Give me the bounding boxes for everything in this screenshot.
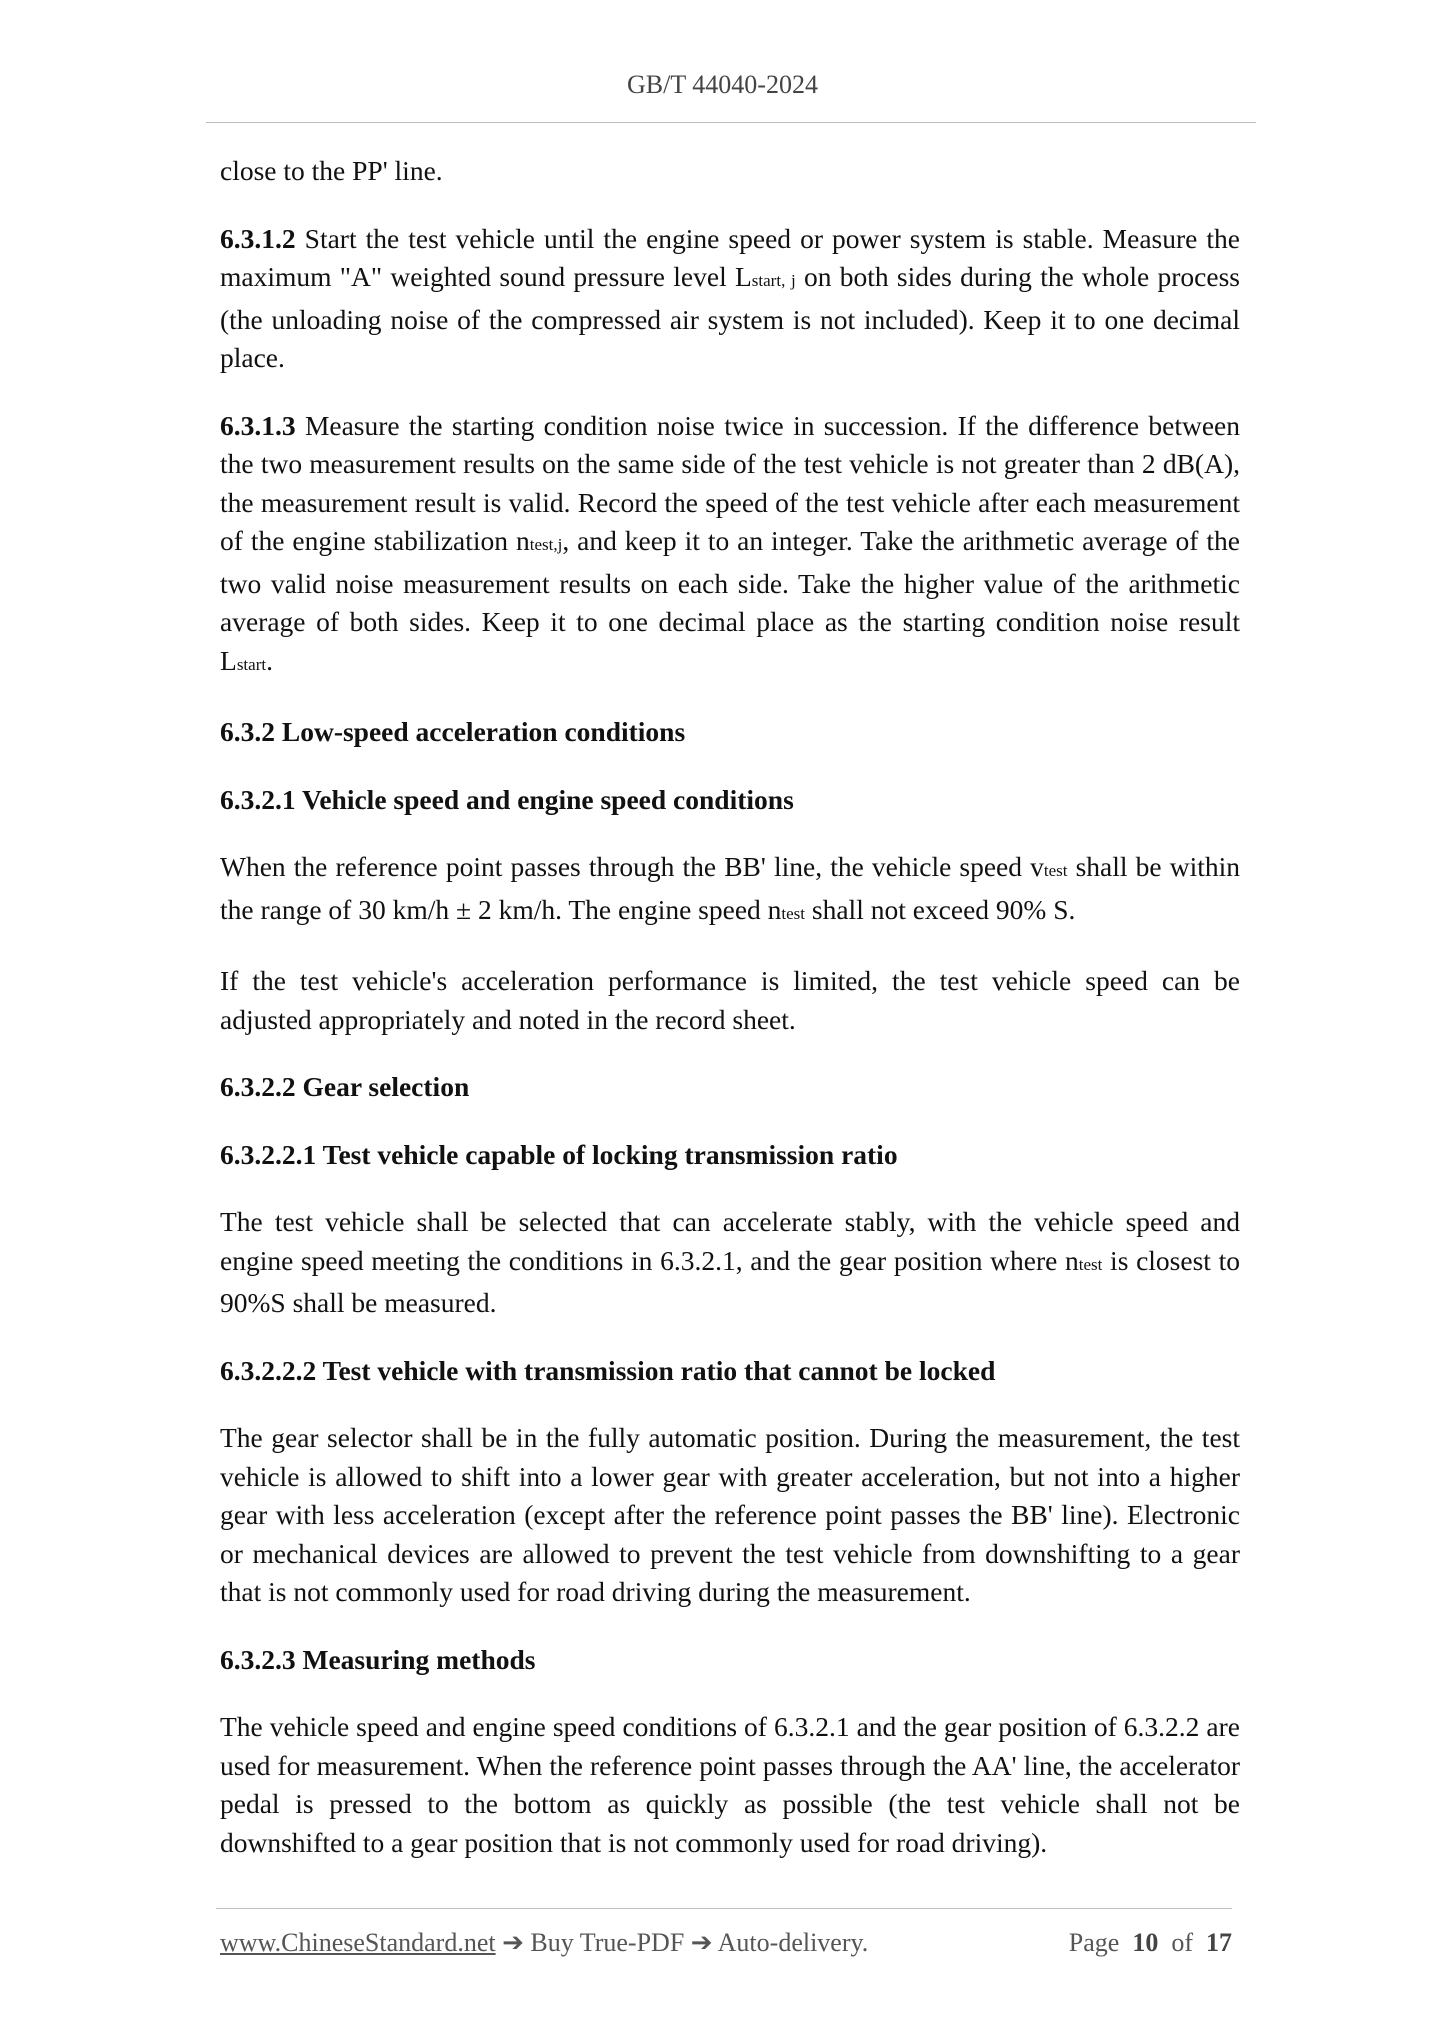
paragraph-gear-lockable	[220, 1203, 1240, 1323]
document-header	[0, 70, 1445, 100]
heading-6-3-2-2: 6.3.2.2 Gear selection	[220, 1071, 470, 1102]
heading-6-3-2-2-2: 6.3.2.2.2 Test vehicle with transmission ratio that cannot be locked	[220, 1354, 996, 1386]
subscript: test	[1043, 861, 1068, 880]
paragraph-measuring-methods: The vehicle speed and engine speed conditions of 6.3.2.1 and the gear position of 6.3.2.2 are used for measurement. When the reference point passes through the AA' line, the accelerator pedal is pressed to the bottom as quickly as possible (the test vehicle shall not be downshifted to a gear position that is not commonly used for road driving).	[220, 1711, 1240, 1858]
clause-number: 6.3.1.2	[220, 222, 296, 254]
paragraph-continuation: close to the PP' line.	[220, 155, 443, 186]
arrow-icon: ➔	[495, 1928, 531, 1957]
paragraph-text: When the reference point passes through the BB' line, the vehicle speed v	[220, 851, 1044, 882]
auto-delivery-text: Auto-delivery.	[717, 1928, 869, 1957]
subscript: start	[236, 654, 267, 674]
heading-6-3-2-3: 6.3.2.3 Measuring methods	[220, 1643, 536, 1675]
page-total: 17	[1206, 1928, 1232, 1957]
footer-left	[220, 1928, 868, 1957]
page-indicator	[1069, 1928, 1232, 1958]
header-divider	[206, 122, 1256, 123]
arrow-icon: ➔	[684, 1928, 718, 1957]
paragraph-text: shall be within the range of 30 km/h ± 2 km/h. The engine speed n	[220, 851, 1240, 925]
clause-6-3-1-3	[220, 407, 1240, 685]
subscript: test	[781, 903, 806, 923]
clause-text: on both sides during the whole process (the unloading noise of the compressed air system is not included). Keep it to one decimal place.	[220, 261, 1240, 373]
clause-text: Start the test vehicle until the engine speed or power system is stable. Measure the maximum "A" weighted sound pressure level L	[220, 222, 1240, 292]
heading-6-3-2: 6.3.2 Low-speed acceleration conditions	[220, 716, 686, 747]
of-label: of	[1171, 1928, 1193, 1957]
page-footer	[220, 1928, 1232, 1958]
clause-6-3-1-2	[220, 220, 1240, 378]
paragraph-text: shall not exceed 90% S.	[805, 893, 1076, 925]
paragraph-acceleration-limited: If the test vehicle's acceleration performance is limited, the test vehicle speed can be adjusted appropriately and noted in the record sheet.	[220, 965, 1240, 1035]
clause-text: , and keep it to an integer. Take the arithmetic average of the two valid noise measurement results on each side. Take the higher value of the arithmetic average of both sides. Keep it to one decimal place as the starting condition noise result L	[220, 525, 1240, 676]
clause-text: Measure the starting condition noise twice in succession. If the difference between the two measurement results on the same side of the test vehicle is not greater than 2 dB(A), the measurement result is valid. Record the speed of the test vehicle after each measurement of the engine stabilization n	[220, 409, 1240, 556]
clause-text: .	[266, 644, 273, 676]
page-label: Page	[1068, 1928, 1120, 1957]
heading-6-3-2-1: 6.3.2.1 Vehicle speed and engine speed conditions	[220, 783, 794, 815]
paragraph-gear-unlockable: The gear selector shall be in the fully automatic position. During the measurement, the test vehicle is allowed to shift into a lower gear with greater acceleration, but not into a higher gear with less acceleration (except after the reference point passes the BB' line). Electronic or mechanical devices are allowed to prevent the test vehicle from downshifting to a gear that is not commonly used for road driving during the measurement.	[220, 1422, 1240, 1607]
footer-divider	[216, 1908, 1232, 1909]
subscript: test,j	[529, 535, 563, 554]
paragraph-speed-conditions	[220, 848, 1240, 933]
buy-pdf-text: Buy True-PDF	[530, 1928, 685, 1957]
page-number: 10	[1132, 1928, 1159, 1957]
chinesestandard-link[interactable]: www.ChineseStandard.net	[220, 1928, 496, 1957]
heading-6-3-2-2-1: 6.3.2.2.1 Test vehicle capable of locking transmission ratio	[220, 1138, 898, 1170]
page-content	[220, 152, 1240, 1891]
paragraph-text: is closest to 90%S shall be measured.	[220, 1244, 1240, 1318]
subscript: test	[1078, 1254, 1103, 1274]
clause-number: 6.3.1.3	[220, 409, 296, 441]
paragraph-text: The test vehicle shall be selected that can accelerate stably, with the vehicle speed and engine speed meeting the conditions in 6.3.2.1, and the gear position where n	[220, 1206, 1240, 1276]
subscript: start, j	[751, 271, 796, 290]
document-id: GB/T 44040-2024	[627, 70, 818, 99]
